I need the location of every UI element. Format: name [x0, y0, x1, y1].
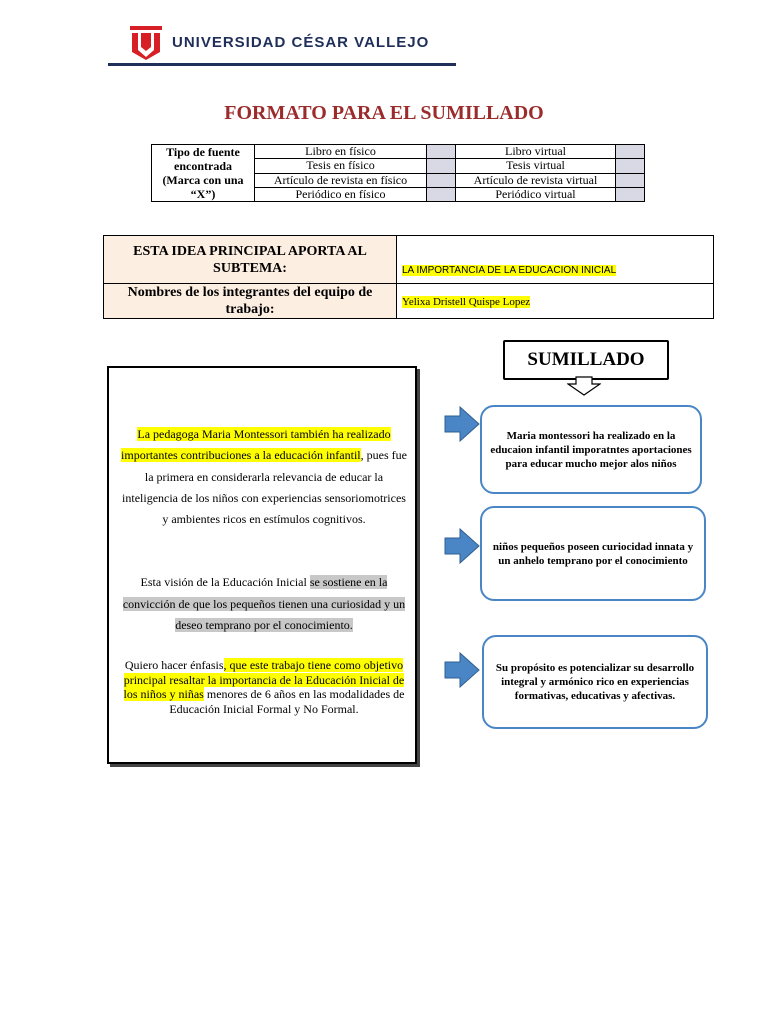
university-logo-icon	[128, 24, 164, 60]
team-cell[interactable]	[397, 284, 714, 319]
source-option: Periódico en físico	[255, 187, 427, 201]
subtema-cell[interactable]	[397, 236, 714, 284]
highlighted-text: , que este trabajo tiene como objetivo principal resaltar la importancia de la Educación Inicial de los niños y niñas	[123, 658, 405, 701]
header-divider	[108, 63, 456, 66]
highlighted-text: La pedagoga Maria Montessori también ha realizado importantes contribuciones a la educación infantil	[121, 427, 391, 463]
table-row	[104, 284, 714, 319]
right-arrow-icon	[444, 652, 480, 688]
team-value: Yelixa Dristell Quispe Lopez	[402, 296, 531, 308]
mark-checkbox[interactable]	[427, 173, 456, 187]
table-row	[152, 145, 645, 159]
down-arrow-icon	[567, 376, 601, 396]
highlighted-text: se sostiene en la convicción de que los pequeños tienen una curiosidad y un deseo temprano por el conocimiento.	[122, 575, 406, 632]
university-name: UNIVERSIDAD CÉSAR VALLEJO	[172, 34, 430, 51]
source-option: Libro en físico	[255, 145, 427, 159]
summary-box-2: niños pequeños poseen curiocidad innata y un anhelo temprano por el conocimiento	[480, 506, 706, 601]
idea-table	[103, 235, 714, 319]
mark-checkbox[interactable]	[616, 145, 645, 159]
mark-checkbox[interactable]	[427, 145, 456, 159]
source-type-table	[151, 144, 645, 202]
mark-checkbox[interactable]	[427, 187, 456, 201]
subtema-value: LA IMPORTANCIA DE LA EDUCACION INICIAL	[402, 265, 617, 276]
right-arrow-icon	[444, 406, 480, 442]
source-option: Artículo de revista virtual	[456, 173, 616, 187]
summary-box-1: Maria montessori ha realizado en la educaion infantil imporatntes aportaciones para educar mucho mejor alos niños	[480, 405, 702, 494]
team-label: Nombres de los integrantes del equipo de trabajo:	[104, 284, 397, 319]
paragraph-text: Quiero hacer énfasis	[124, 658, 224, 672]
paragraph	[119, 658, 409, 716]
summary-box-3: Su propósito es potencializar su desarrollo integral y armónico rico en experiencias formativas, educativas y afectivas.	[482, 635, 708, 729]
document-title: FORMATO PARA EL SUMILLADO	[224, 102, 544, 124]
right-arrow-icon	[444, 528, 480, 564]
paragraph-text: Esta visión de la Educación Inicial	[140, 575, 310, 589]
mark-checkbox[interactable]	[427, 159, 456, 173]
source-option: Artículo de revista en físico	[255, 173, 427, 187]
source-option: Tesis en físico	[255, 159, 427, 173]
table-row	[104, 236, 714, 284]
sumillado-label: SUMILLADO	[503, 340, 669, 380]
paragraph-text: , pues fue la primera en considerarla relevancia de educar la inteligencia de los niños con experiencias sensoriomotrices y ambientes ricos en estímulos cognitivos.	[122, 448, 407, 527]
mark-checkbox[interactable]	[616, 187, 645, 201]
paragraph-text: menores de 6 años en las modalidades de Educación Inicial Formal y No Formal.	[169, 687, 405, 716]
source-option: Tesis virtual	[456, 159, 616, 173]
mark-checkbox[interactable]	[616, 159, 645, 173]
mark-checkbox[interactable]	[616, 173, 645, 187]
subtema-label: ESTA IDEA PRINCIPAL APORTA AL SUBTEMA:	[104, 236, 397, 284]
source-option: Periódico virtual	[456, 187, 616, 201]
source-text-block	[107, 366, 417, 764]
paragraph	[119, 572, 409, 637]
source-option: Libro virtual	[456, 145, 616, 159]
source-type-header: Tipo de fuente encontrada (Marca con una “X”)	[152, 145, 255, 202]
paragraph	[119, 424, 409, 530]
